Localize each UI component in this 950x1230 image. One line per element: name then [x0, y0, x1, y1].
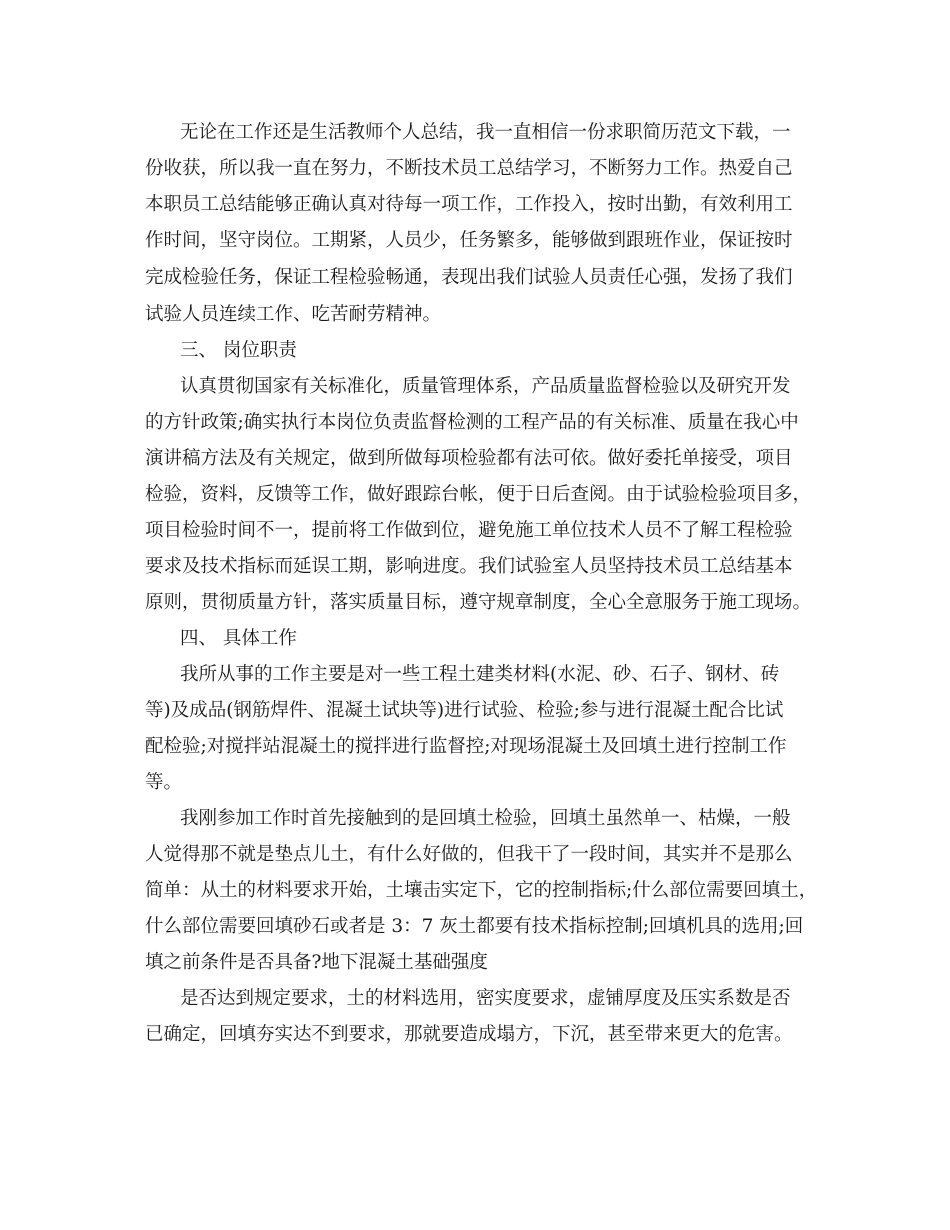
paragraph-5-line-2: 已确定，回填夯实达不到要求，那就要造成塌方，下沉，甚至带来更大的危害。: [145, 1024, 793, 1045]
paragraph-1-line-2: 份收获，所以我一直在努力，不断技术员工总结学习，不断努力工作。热爱自己: [145, 158, 793, 179]
paragraph-4-line-4: 什么部位需要回填砂石或者是 3：7 灰土都要有技术指标控制;回填机具的选用;回: [145, 916, 804, 937]
paragraph-3-line-4: 等。: [145, 772, 183, 793]
paragraph-3-line-1: 我所从事的工作主要是对一些工程土建类材料(水泥、砂、石子、钢材、砖: [180, 664, 780, 685]
paragraph-4-line-3: 简单：从土的材料要求开始，土壤击实定下，它的控制指标;什么部位需要回填土，: [145, 880, 818, 901]
paragraph-3-line-3: 配检验;对搅拌站混凝土的搅拌进行监督控;对现场混凝土及回填土进行控制工作: [145, 736, 787, 757]
paragraph-1-line-3: 本职员工总结能够正确认真对待每一项工作，工作投入，按时出勤，有效利用工: [145, 194, 793, 215]
paragraph-4-line-5: 填之前条件是否具备?地下混凝土基础强度: [145, 952, 488, 973]
paragraph-2-line-3: 演讲稿方法及有关规定，做到所做每项检验都有法可依。做好委托单接受，项目: [145, 448, 793, 469]
section-heading-4: 四、 具体工作: [180, 628, 297, 649]
paragraph-3-line-2: 等)及成品(钢筋焊件、混凝土试块等)进行试验、检验;参与进行混凝土配合比试: [145, 700, 784, 721]
paragraph-5-line-1: 是否达到规定要求，土的材料选用，密实度要求，虚铺厚度及压实系数是否: [180, 988, 791, 1009]
paragraph-2-line-5: 项目检验时间不一，提前将工作做到位，避免施工单位技术人员不了解工程检验: [145, 520, 793, 541]
paragraph-4-line-1: 我刚参加工作时首先接触到的是回填土检验，回填土虽然单一、枯燥，一般: [180, 808, 791, 829]
paragraph-1-line-4: 作时间，坚守岗位。工期紧，人员少，任务繁多，能够做到跟班作业，保证按时: [145, 230, 793, 251]
paragraph-2-line-1: 认真贯彻国家有关标准化，质量管理体系，产品质量监督检验以及研究开发: [180, 376, 791, 397]
paragraph-1-line-6: 试验人员连续工作、吃苦耐劳精神。: [145, 304, 442, 325]
paragraph-2-line-7: 原则，贯彻质量方针，落实质量目标，遵守规章制度，全心全意服务于施工现场。: [145, 592, 812, 613]
paragraph-1-line-1: 无论在工作还是生活教师个人总结，我一直相信一份求职简历范文下载，一: [180, 122, 791, 143]
section-heading-3: 三、 岗位职责: [180, 340, 297, 361]
paragraph-4-line-2: 人觉得那不就是垫点儿土，有什么好做的，但我干了一段时间，其实并不是那么: [145, 844, 793, 865]
paragraph-2-line-4: 检验，资料，反馈等工作，做好跟踪台帐，便于日后查阅。由于试验检验项目多，: [145, 484, 812, 505]
paragraph-2-line-6: 要求及技术指标而延误工期，影响进度。我们试验室人员坚持技术员工总结基本: [145, 556, 793, 577]
paragraph-1-line-5: 完成检验任务，保证工程检验畅通，表现出我们试验人员责任心强，发扬了我们: [145, 267, 793, 288]
paragraph-2-line-2: 的方针政策;确实执行本岗位负责监督检测的工程产品的有关标准、质量在我心中: [145, 412, 799, 433]
